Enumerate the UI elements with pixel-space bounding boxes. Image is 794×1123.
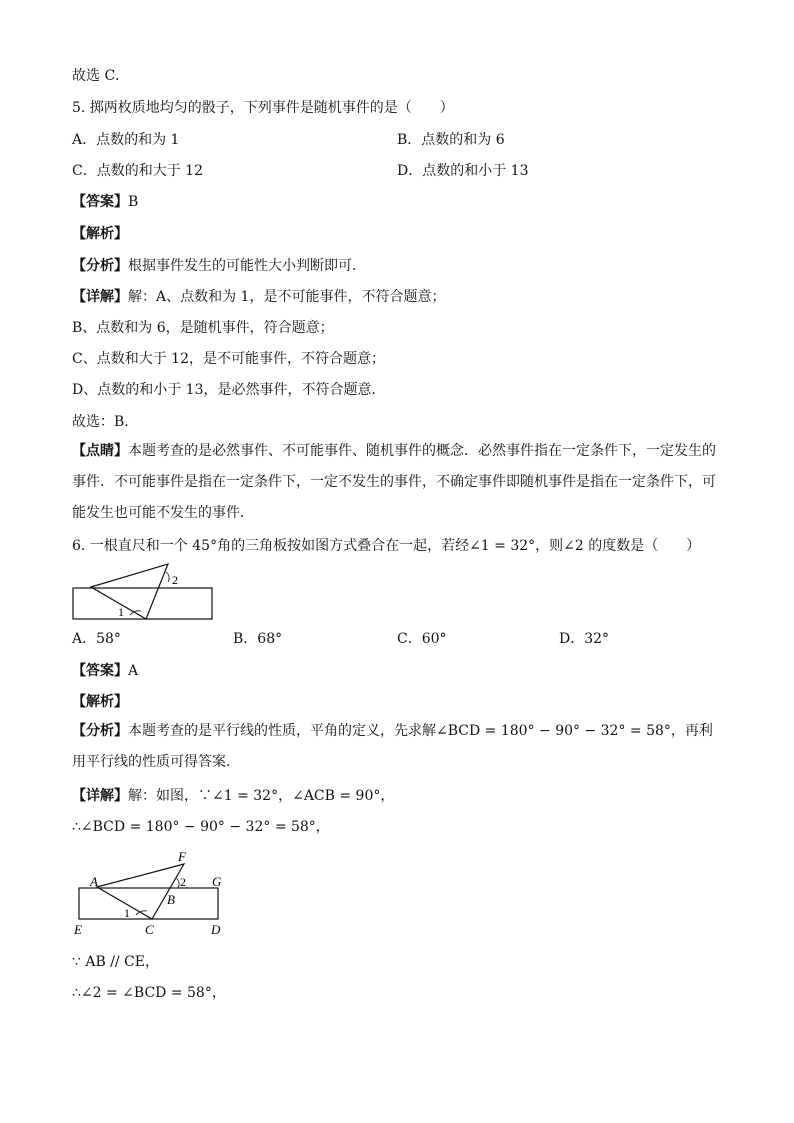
figure-ruler-triangle (70, 558, 220, 624)
q6-answer (72, 661, 138, 681)
q5-fenxi (72, 256, 366, 276)
q6-xiangjie-line-4: ∴∠2 = ∠BCD = 58°， (72, 985, 226, 1001)
dianjing-text: 本题考查的是必然事件、不可能事件、随机事件的概念．必然事件指在一定条件下，一定发生的事件．不可能事件是指在一定条件下，一定不发生的事件，不确定事件即随机事件是指在一定条件下，可能发生也可能不发生的事件． (72, 443, 716, 521)
point-label-c: C (145, 922, 154, 937)
angle-label-1: 1 (124, 906, 130, 920)
q5-guxuan: 故选：B． (72, 414, 139, 430)
q5-answer (72, 192, 138, 212)
q5-xiangjie-line-2: B、点数和为 6，是随机事件，符合题意； (72, 320, 334, 336)
point-label-f: F (178, 849, 186, 864)
dianjing-tag: 【点睛】 (72, 443, 128, 459)
q5-dianjing (72, 436, 722, 529)
point-label-g: G (212, 874, 222, 889)
q6-xiangjie-line-2: ∴∠BCD = 180° − 90° − 32° = 58°， (72, 819, 330, 835)
text-line: 故选 C． (72, 68, 130, 84)
point-label-d: D (211, 922, 221, 937)
xiangjie-tag: 【详解】 (72, 289, 128, 305)
q5-xiangjie-line-4: D、点数的和小于 13，是必然事件，不符合题意． (72, 382, 386, 398)
angle-2-arc (166, 572, 169, 582)
point-label-b: B (167, 892, 175, 907)
angle-label-2: 2 (180, 875, 186, 889)
ruler-shape (73, 588, 212, 619)
figure-labeled-ruler-triangle (70, 846, 230, 938)
answer-value: A (128, 663, 139, 679)
q5-option-c: C．点数的和大于 12 (72, 163, 203, 179)
q5-xiangjie (72, 287, 445, 307)
ruler-shape (79, 888, 218, 919)
xiangjie-text: 解：A、点数和为 1，是不可能事件，不符合题意； (128, 289, 446, 305)
q5-option-b: B．点数的和为 6 (397, 132, 505, 148)
angle-label-2: 2 (172, 573, 178, 587)
point-label-e: E (74, 922, 82, 937)
fenxi-tag: 【分析】 (72, 258, 128, 274)
q6-option-d: D．32° (559, 631, 610, 647)
angle-2-arc (176, 878, 179, 888)
fenxi-text: 本题考查的是平行线的性质，平角的定义，先求解∠BCD = 180° − 90° − 32° = 58°，再利用平行线的性质可得答案． (72, 723, 713, 770)
xiangjie-text: 解：如图，∵∠1 = 32°，∠ACB = 90°， (128, 788, 395, 804)
q6-xiangjie (72, 786, 394, 806)
xiangjie-tag: 【详解】 (72, 788, 128, 804)
fenxi-tag: 【分析】 (72, 723, 128, 739)
q5-xiangjie-line-3: C、点数和大于 12，是不可能事件，不符合题意； (72, 351, 385, 367)
question-5-stem: 5. 掷两枚质地均匀的骰子，下列事件是随机事件的是（ ） (72, 100, 454, 116)
q6-xiangjie-line-3: ∵ AB // CE， (72, 954, 160, 970)
point-label-a: A (90, 874, 98, 889)
answer-tag: 【答案】 (72, 194, 128, 210)
angle-label-1: 1 (118, 605, 124, 619)
q5-option-d: D．点数的和小于 13 (397, 163, 529, 179)
q6-jiexi-heading: 【解析】 (72, 694, 128, 710)
q6-option-b: B．68° (233, 631, 283, 647)
q5-jiexi-heading: 【解析】 (72, 226, 128, 242)
fenxi-text: 根据事件发生的可能性大小判断即可． (128, 258, 366, 274)
answer-tag: 【答案】 (72, 663, 128, 679)
q6-fenxi (72, 716, 722, 778)
answer-value: B (128, 194, 139, 210)
question-6-stem: 6. 一根直尺和一个 45°角的三角板按如图方式叠合在一起，若经∠1 = 32°，则∠2 的度数是（ ） (72, 538, 701, 554)
q6-option-c: C．60° (397, 631, 447, 647)
triangle-shape (91, 564, 168, 619)
q5-option-a: A．点数的和为 1 (72, 132, 180, 148)
q6-option-a: A．58° (72, 631, 121, 647)
